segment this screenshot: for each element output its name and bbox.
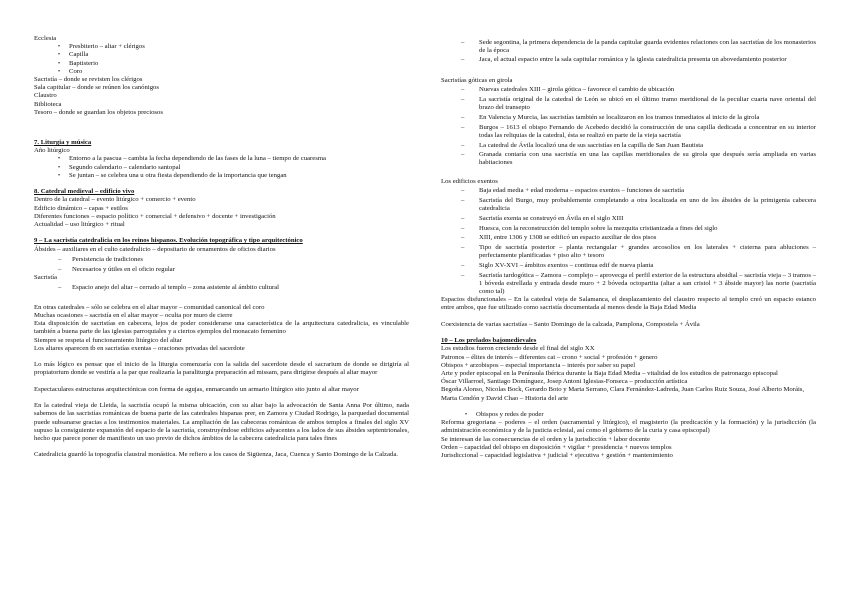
text-line: Los altares aparecen tb en sacristías exentas – oraciones privadas del sacerdote — [34, 344, 245, 352]
list-item: – Nuevas catedrales XIII – girola gótica – favorece el cambio de ubicación — [441, 86, 816, 94]
text-line: Sacristía – donde se revisten los clérigos — [34, 76, 143, 84]
list-item: • Obispos y redes de poder — [441, 411, 816, 419]
list-item: – Espacio anejo del altar – cerrado al templo – zona asistente al ámbito cultural — [34, 284, 409, 292]
list-item: • Segundo calendario – calendario santopal — [34, 164, 409, 172]
text-line: Jurisdiccional – capacidad legislativa + judicial + ejecutiva + gestión + mantenimiento — [441, 452, 673, 460]
list-item: – Siglo XV-XVI – ámbitos exentos – continua edif de nueva planta — [441, 262, 816, 270]
text-line: Edificio dinámico – capas + estilos — [34, 204, 128, 212]
right-column — [441, 0, 816, 460]
list-item: – Granada contaría con una sacristía en una las capillas meridionales de su girola que después sería ampliada en varias habitaciones — [441, 151, 816, 167]
text-line: Muchas ocasiones – sacristía en el altar mayor – oculta por muro de cierre — [34, 312, 233, 320]
list-item: – Jaca, el actual espacio entre la sala capitular románica y la iglesia catedralicia presenta un abovedamiento posterior — [441, 56, 816, 64]
list-item: • Baptisterio — [34, 60, 409, 68]
list-item: – Burgos – 1613 el obispo Fernando de Acebedo decidió la construcción de una capilla dedicada a concentrar en su interior todas las reliquias de la catedral, ésta se realizó en parte de la vieja sacristía — [441, 124, 816, 140]
text-line: Diferentes funciones – espacio político + comercial + defensivo + docente + investigación — [34, 212, 276, 220]
text-line: Obispos + arzobispos – especial importancia – interés por saber su papel — [441, 361, 636, 369]
text-line: Actualidad – uso litúrgico + ritual — [34, 221, 125, 229]
text-line: Siempre se respeta el funcionamiento litúrgico del altar — [34, 336, 182, 344]
list-item: • Se juntan – se celebra una u otra fiesta dependiendo de la importancia que tengan — [34, 172, 409, 180]
paragraph: Reforma gregoriana – poderes – el orden (sacramental y litúrgico), el magisterio (la predicación y la formación) y la jurisdicción (la administración económica y de la justicia eclesial, así como el gobierno de la curia y casa episcopal) — [441, 419, 816, 435]
text-line: Sala capitular – donde se reúnen los canónigos — [34, 84, 159, 92]
list-item: – Necesarios y útiles en el oficio regular — [34, 266, 409, 274]
text-line: Patronos – élites de interés – diferentes cat – crono + social + profesión + genero — [441, 353, 658, 361]
text-line: Begoña Alonso, Nicolas Bock, Gerardo Boto y Marta Serrano, Clara Fernández-Ladreda, Juan Carlos Ruiz Souza, José Alberto Moráis, Marta Cendón y David Chao – Historia del arte — [441, 386, 805, 402]
list-item: – Sacristía tardogótica – Zamora – complejo – aprovecga el perfil exterior de la estructura absidial – sacristía vieja – 3 tramos – 1 bóveda estrellada y entrada desde muro + 2 bóveda octopartita (altar a san cristol + 3 ábside mayor) las norte (sacristía como tal) — [441, 272, 816, 297]
list-item: – Huesca, con la reconstrucción del templo sobre la mezquita cristianizada a fines del siglo — [441, 225, 816, 233]
text-line: Tesoro – donde se guardan los objetos preciosos — [34, 108, 163, 116]
paragraph: Esta disposición de sacristías en cabecera, lejos de poder considerarse una característica de la arquitectura catedralicia, es vinculable también a buena parte de las iglesias parroquiales y a ciertos ejemplos del monacato femenino — [34, 320, 409, 336]
intro-ecclesia: Ecclesia — [34, 35, 57, 42]
list-item: – Persistencia de tradiciones — [34, 256, 409, 264]
text-line: Dentro de la catedral – evento litúrgico + comercio + evento — [34, 196, 196, 204]
left-column — [34, 0, 409, 460]
list-item: – En Valencia y Murcia, las sacristías también se localizaron en los tramos inmediatos al inicio de la girola — [441, 114, 816, 122]
text-line: En otras catedrales – sólo se celebra en el altar mayor – comunidad canonical del coro — [34, 303, 265, 311]
text-line: Arte y poder episcopal en la Península Ibérica durante la Baja Edad Media – vitalidad de los estudios de patronazgo episcopal — [441, 370, 778, 378]
paragraph: Espectaculares estructuras arquitectónicas con forma de agujas, enmarcando un armario litúrgico sito junto al altar mayor — [34, 385, 359, 393]
text-line: Se interesan de las consecuencias de el orden y la jurisdicción + labor docente — [441, 435, 650, 443]
text-line: Sacristía — [34, 274, 58, 282]
text-line: Coexistencia de varias sacristías – Santo Domingo de la calzada, Pamplona, Compostela + Ávila — [441, 320, 700, 328]
list-item: • Capilla — [34, 51, 409, 59]
text-line: Biblioteca — [34, 100, 62, 108]
list-item: – La catedral de Ávila localizó una de sus sacristías en la capilla de San Juan Bautista — [441, 142, 816, 150]
text-line: Año litúrgico — [34, 147, 70, 155]
list-item: • Presbiterio – altar + clérigos — [34, 43, 409, 51]
subheading-goticas: Sacristías góticas en girola — [441, 76, 513, 84]
list-item: – XIII, entre 1306 y 1308 se edificó un espacio auxiliar de dos pisos — [441, 234, 816, 242]
list-item: – Sacristía exenta se construyó en Ávila en el siglo XIII — [441, 215, 816, 223]
text-line: Óscar Villarroel, Santiago Domínguez, Josep Antoni Iglesias-Fonseca – producción artística — [441, 378, 688, 386]
list-item: • Coro — [34, 68, 409, 76]
paragraph: Catedralicia guardó la topografía claustral monástica. Me refiero a los casos de Sigüenza, Jaca, Cuenca y Santo Domingo de la Calzada. — [34, 451, 398, 459]
list-item: • Entorno a la pascua – cambia la fecha dependiendo de las fases de la luna – tiempo de cuaresma — [34, 155, 409, 163]
section-8-heading: 8. Catedral medieval – edificio vivo — [34, 188, 135, 196]
section-10-heading: 10 – Los prelados bajomedievales — [441, 337, 537, 345]
list-item: – Sacristía del Burgo, muy probablemente completando a otra localizada en uno de los ábsides de la primigenia cabecera catedralicia — [441, 197, 816, 213]
paragraph: Lo más lógico es pensar que el inicio de la liturgia comenzaría con la salida del sacerdote desde el sacrarium de donde se dirigiría al propiatorium donde se vestiría a la par que realizaría la paraliturgia preparación ad missam, para dirigirse después al altar mayor — [34, 361, 409, 377]
list-item: – Sede segontina, la primera dependencia de la panda capitular guarda evidentes relaciones con las sacristías de los monasterios de la época — [441, 39, 816, 55]
section-9-heading: 9 – La sacristía catedralicia en los reinos hispanos. Evolución topográfica y tipo arquitectónico — [34, 237, 303, 245]
paragraph: En la catedral vieja de Lleida, la sacristía ocupó la misma ubicación, con su altar bajo la advocación de Santa Anna Por último, nada sabemos de las sacristías románicas de buena parte de las catedrales hispanas prer, en Zamora y Ciudad Rodrigo, la parquedad documental puede subsanarse gracias a los testimonios materiales. La ampliación de las cabeceras románicas de ambos templos a finales del siglo XV supuso la consiguiente expansión del espacio de la sacristía, construyéndose edificios adyacentes a los lados de sus ábsides septentrionales, hecho que parece poner de manifiesto un uso previo de dichos ámbitos de la cabecera catedralicia para tales fines — [34, 402, 409, 443]
list-item: – Tipo de sacristía posterior – planta rectangular + grandes arcosolios en los laterales + cisterna para abluciones – perfectamente planificadas + piso alto + tesoro — [441, 244, 816, 260]
list-item: – Baja edad media + edad moderna – espacios exentos – funciones de sacristía — [441, 187, 816, 195]
text-line: Ábsides – auxiliares en el culto catedralicio – depositario de ornamentos de oficios diarios — [34, 245, 276, 253]
section-7-heading: 7. Liturgia y música — [34, 139, 92, 147]
list-item: – La sacristía original de la catedral de León se ubicó en el último tramo meridional de la peculiar cuarta nave oriental del brazo del transepto — [441, 96, 816, 112]
text-line: Los estudios fueron creciendo desde el final del siglo XX — [441, 345, 595, 353]
text-line: Orden – capacidad del obispo en disposición + vigilar + presidencia + nuevos templos — [441, 443, 672, 451]
text-line: Claustro — [34, 92, 57, 100]
subheading-exentos: Los edificios exentos — [441, 177, 498, 185]
paragraph: Espacios disfuncionales – En la catedral vieja de Salamanca, el desplazamiento del claustro respecto al templo creó un espacio estanco entre ambos, que fue utilizado como sacristía documentada al menos desde la Baja Edad Media — [441, 296, 816, 312]
